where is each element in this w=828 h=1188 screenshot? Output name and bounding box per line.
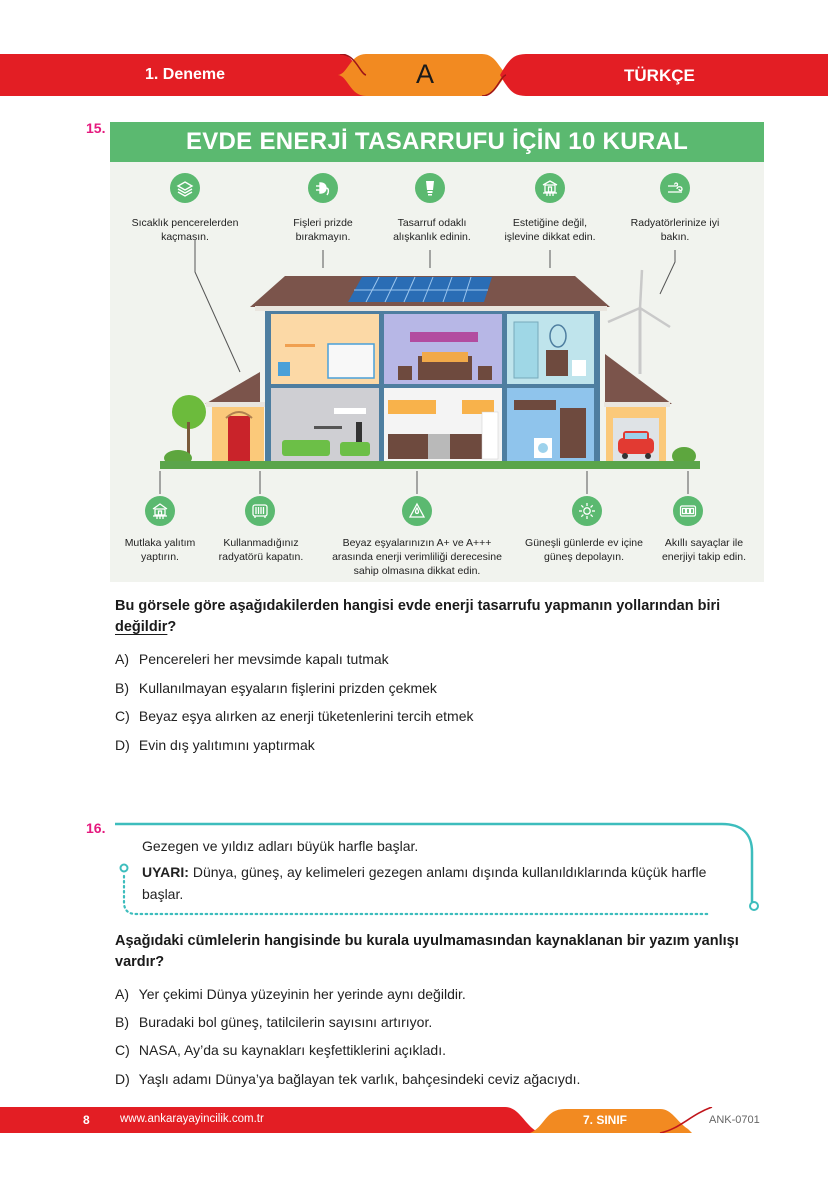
warning-text bbox=[142, 861, 742, 905]
tip-text: Güneşli günlerde ev içine güneş depolayın. bbox=[525, 537, 643, 563]
q16-option-a[interactable] bbox=[115, 986, 466, 1002]
tip-text: Sıcaklık pencerelerden kaçmasın. bbox=[131, 217, 239, 243]
tip-text: Akıllı sayaçlar ile enerjiyi takip edin. bbox=[661, 537, 747, 563]
q16-option-c[interactable] bbox=[115, 1042, 446, 1058]
question-number-16: 16. bbox=[86, 820, 106, 836]
warning-body: Dünya, güneş, ay kelimeleri gezegen anlamı dışında kullanıldıklarında küçük harfle başlar. bbox=[142, 864, 707, 902]
option-text: Beyaz eşya alırken az enerji tüketenlerini tercih etmek bbox=[138, 708, 474, 724]
option-text: Buradaki bol güneş, tatilcilerin sayısını artırıyor. bbox=[138, 1014, 433, 1030]
layers-icon bbox=[170, 173, 200, 203]
tip-text: Beyaz eşyalarınızın A+ ve A+++ arasında enerji verimliliği derecesine sahip olmasına dikkat edin. bbox=[332, 537, 502, 577]
question-15-stem bbox=[115, 596, 765, 638]
tip-text: Estetiğine değil, işlevine dikkat edin. bbox=[504, 217, 596, 243]
stem-emphasis: değildir bbox=[115, 619, 168, 635]
house-icon bbox=[535, 173, 565, 203]
question-16-stem: Aşağıdaki cümlelerin hangisinde bu kurala uyulmamasından kaynaklanan bir yazım yanlışı vardır? bbox=[115, 933, 739, 970]
stem-end: ? bbox=[167, 619, 177, 635]
energy-infographic bbox=[110, 122, 764, 582]
infographic-title: EVDE ENERJİ TASARRUFU İÇİN 10 KURAL bbox=[110, 122, 764, 162]
tip-text: Fişleri prizde bırakmayın. bbox=[293, 217, 353, 243]
option-label: A) bbox=[115, 651, 129, 667]
booklet-type: A bbox=[415, 59, 434, 89]
q16-option-b[interactable] bbox=[115, 1014, 432, 1030]
option-label: B) bbox=[115, 680, 129, 696]
page-number: 8 bbox=[83, 1113, 90, 1127]
publisher-url[interactable]: www.ankarayayincilik.com.tr bbox=[120, 1113, 264, 1125]
option-text: Yer çekimi Dünya yüzeyinin her yerinde aynı değildir. bbox=[138, 986, 466, 1002]
option-text: Kullanılmayan eşyaların fişlerini prizden çekmek bbox=[138, 680, 437, 696]
option-label: A) bbox=[115, 986, 129, 1002]
option-text: Pencereleri her mevsimde kapalı tutmak bbox=[138, 651, 389, 667]
stem-text: Bu görsele göre aşağıdakilerden hangisi evde enerji tasarrufu yapmanın yollarından biri bbox=[115, 598, 721, 614]
q15-option-d[interactable] bbox=[115, 737, 315, 753]
grade-label: 7. SINIF bbox=[583, 1113, 628, 1127]
wind-icon bbox=[660, 173, 690, 203]
smart-meter-icon bbox=[673, 496, 703, 526]
subject-label: TÜRKÇE bbox=[624, 66, 695, 85]
q15-option-b[interactable] bbox=[115, 680, 437, 696]
q15-option-a[interactable] bbox=[115, 651, 389, 667]
rule-text: Gezegen ve yıldız adları büyük harfle başlar. bbox=[142, 838, 419, 854]
sun-icon bbox=[572, 496, 602, 526]
house-insulation-icon bbox=[145, 496, 175, 526]
option-text: Evin dış yalıtımını yaptırmak bbox=[138, 737, 315, 753]
booklet-code: ANK-0701 bbox=[709, 1114, 760, 1126]
recycle-drop-icon bbox=[402, 496, 432, 526]
tip-text: Mutlaka yalıtım yaptırın. bbox=[124, 537, 196, 563]
page-footer bbox=[0, 1107, 828, 1133]
warning-label: UYARI: bbox=[142, 864, 189, 880]
option-label: D) bbox=[115, 1071, 130, 1087]
exam-label: 1. Deneme bbox=[145, 66, 226, 83]
option-label: B) bbox=[115, 1014, 129, 1030]
tip-text: Radyatörlerinize iyi bakın. bbox=[630, 217, 720, 243]
light-bulb-icon bbox=[415, 173, 445, 203]
option-text: Yaşlı adamı Dünya’ya bağlayan tek varlık, bahçesindeki ceviz ağacıydı. bbox=[138, 1071, 581, 1087]
option-text: NASA, Ay’da su kaynakları keşfettiklerini açıkladı. bbox=[138, 1042, 446, 1058]
page-header bbox=[0, 54, 828, 96]
option-label: C) bbox=[115, 708, 130, 724]
q15-option-c[interactable] bbox=[115, 708, 474, 724]
question-number-15: 15. bbox=[86, 120, 106, 136]
tip-text: Kullanmadığınız radyatörü kapatın. bbox=[218, 537, 304, 563]
plug-icon bbox=[308, 173, 338, 203]
option-label: D) bbox=[115, 737, 130, 753]
radiator-icon bbox=[245, 496, 275, 526]
q16-option-d[interactable] bbox=[115, 1071, 580, 1087]
option-label: C) bbox=[115, 1042, 130, 1058]
tip-text: Tasarruf odaklı alışkanlık edinin. bbox=[393, 217, 471, 243]
